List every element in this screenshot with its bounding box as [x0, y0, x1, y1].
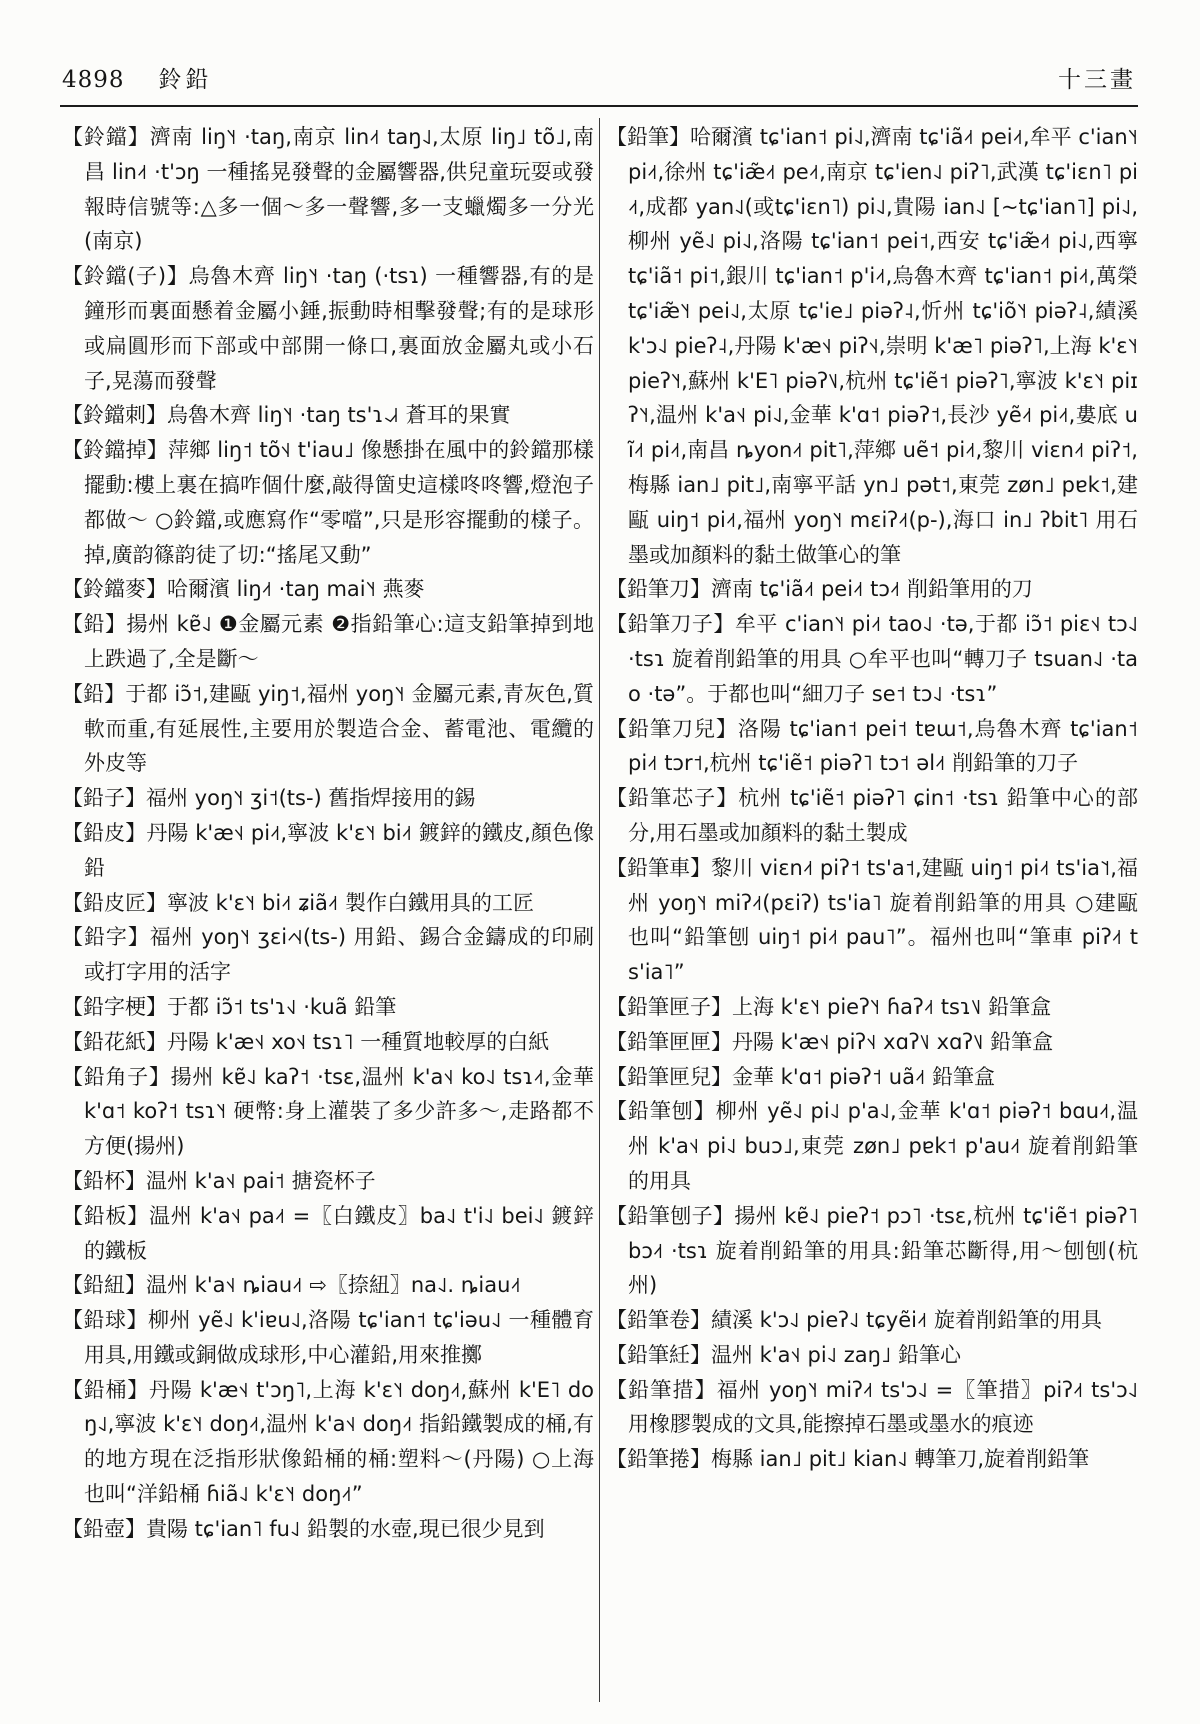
- entry-body: 績溪 k'ɔ˨˩ pieʔ˨˩ tɕyẽi˨˦ 旋着削鉛筆的用具: [711, 1308, 1103, 1333]
- entry-body: 柳州 yẽ˨˩ pi˨˩ p'a˨˩,金華 k'ɑ˦ piəʔ˦ bɑu˨˦,温州 k'a˦˨ pi˨˩ buɔ˩,東莞 zøn˩ pɐk˦ p'au˨˦ 旋着削鉛筆的用具: [628, 1099, 1138, 1193]
- entry-headword: 【鉛字梗】: [62, 994, 167, 1019]
- entry-body: 濟南 liŋ˥˧ ·taŋ,南京 lin˨˦ taŋ˨˩,太原 liŋ˩ tõ˩,南昌 lin˨˦ ·t'ɔŋ 一種搖晃發聲的金屬響器,供兒童玩耍或發報時信號等:△多一個～多一聲響,多一支蠟燭多一分光(南京): [84, 125, 594, 254]
- entry-headword: 【鉛筆】: [606, 125, 691, 149]
- entry-headword: 【鉛角子】: [62, 1064, 171, 1089]
- dictionary-entry: [62, 1060, 594, 1164]
- entry-body: 哈爾濱 liŋ˨˦ ·taŋ mai˥˧ 燕麥: [167, 577, 425, 602]
- entry-headword: 【鉛筆車】: [606, 855, 712, 880]
- entry-body: 福州 yoŋ˥˧ miʔ˨˦ ts'ɔ˨˩ =〖筆措〗piʔ˨˦ ts'ɔ˨˩ 用橡膠製成的文具,能擦掉石墨或墨水的痕迹: [628, 1377, 1138, 1437]
- entry-body: 杭州 tɕ'iẽ˦ piəʔ˥ ɕin˦ ·tsɿ 鉛筆中心的部分,用石墨或加顏料的黏土製成: [628, 786, 1139, 845]
- entry-headword: 【鉛】: [62, 681, 126, 706]
- entry-headword: 【鉛筆措】: [606, 1377, 717, 1402]
- dictionary-entry: [62, 1512, 594, 1547]
- entry-headword: 【鉛字】: [62, 925, 150, 950]
- entry-headword: 【鉛】: [62, 612, 127, 637]
- left-column: [62, 120, 594, 1547]
- entry-body: 于都 iɔ̃˦,建甌 yiŋ˦,福州 yoŋ˥˧ 金屬元素,青灰色,質軟而重,有延展性,主要用於製造合金、蓄電池、電纜的外皮等: [84, 681, 594, 776]
- entry-body: 丹陽 k'æ˦˨ piʔ˦˨ xɑʔ˥˩ xɑʔ˥˩ 鉛筆盒: [732, 1029, 1054, 1054]
- entry-body: 温州 k'a˦˨ pi˨˩ zaŋ˩ 鉛筆心: [711, 1342, 961, 1367]
- dictionary-entry: [606, 1338, 1138, 1373]
- entry-body: 烏魯木齊 liŋ˥˧ ·taŋ ts'ɿ˨˩˧ 蒼耳的果實: [167, 403, 511, 428]
- dictionary-entry: [62, 433, 594, 572]
- entry-headword: 【鉛筆刨】: [606, 1099, 716, 1124]
- entry-headword: 【鉛筆刀子】: [606, 612, 735, 637]
- dictionary-entry: [606, 712, 1138, 782]
- dictionary-entry: [606, 1025, 1138, 1060]
- entry-headword: 【鉛板】: [62, 1203, 150, 1228]
- dictionary-entry: [62, 677, 594, 781]
- entry-body: 寧波 k'ɛ˥˧ bi˨˦ ʑiã˨˦ 製作白鐵用具的工匠: [167, 890, 534, 915]
- entry-headword: 【鉛筆紝】: [606, 1342, 711, 1367]
- entry-headword: 【鉛筆刨子】: [606, 1203, 735, 1228]
- stroke-count-section: 十三畫: [1058, 67, 1136, 93]
- entry-body: 丹陽 k'æ˦˨ pi˨˦,寧波 k'ɛ˥˧ bi˨˦ 鍍鋅的鐵皮,顏色像鉛: [84, 820, 595, 880]
- entry-body: 洛陽 tɕ'ian˦ pei˦ tɐɯ˦,烏魯木齊 tɕ'ian˦ pi˨˦ tɔr˦,杭州 tɕ'iẽ˦ piəʔ˥ tɔ˦ əl˨˦ 削鉛筆的刀子: [628, 716, 1138, 776]
- dictionary-entry: [606, 1060, 1138, 1095]
- entry-body: 烏魯木齊 liŋ˥˧ ·taŋ (·tsɿ) 一種響器,有的是鐘形而裏面懸着金屬小錘,振動時相擊發聲;有的是球形或扁圓形而下部或中部開一條口,裏面放金屬丸或小石子,晃蕩而發聲: [84, 264, 595, 393]
- dictionary-entry: [606, 120, 1138, 572]
- entry-headword: 【鈴鐺】: [62, 125, 150, 149]
- dictionary-entry: [606, 572, 1138, 607]
- entry-headword: 【鉛子】: [62, 786, 146, 811]
- entry-headword: 【鉛桶】: [62, 1377, 149, 1402]
- dictionary-entry: [606, 1442, 1138, 1477]
- dictionary-entry: [606, 607, 1138, 711]
- dictionary-entry: [606, 851, 1138, 990]
- entry-headword: 【鈴鐺刺】: [62, 403, 167, 428]
- dictionary-entry: [62, 1199, 594, 1269]
- guide-words: 鈴鉛: [158, 67, 213, 93]
- entry-headword: 【鉛球】: [62, 1308, 148, 1333]
- entry-body: 温州 k'a˦˨ pai˦ 搪瓷杯子: [146, 1168, 376, 1193]
- entry-body: 温州 k'a˦˨ ȵiau˨˦ ⇨〖捺紐〗na˨˩. ȵiau˨˦: [146, 1273, 521, 1298]
- dictionary-entry: [62, 1373, 594, 1512]
- entry-body: 萍鄉 liŋ˦ tõ˦˨ t'iau˩ 像懸掛在風中的鈴鐺那樣擺動:樓上裏在搞咋個什麼,敲得箇史這樣咚咚響,燈泡子都做～ ○鈴鐺,或應寫作“零噹”,只是形容擺動的樣子。掉,廣韵篠韵徒了切:“搖尾又動”: [84, 438, 595, 567]
- entry-headword: 【鉛筆刀】: [606, 577, 711, 602]
- dictionary-entry: [62, 816, 594, 886]
- entry-headword: 【鉛壺】: [62, 1516, 146, 1541]
- page-header: [62, 66, 1136, 94]
- entry-headword: 【鉛筆匣兒】: [606, 1064, 732, 1089]
- entry-headword: 【鉛紐】: [62, 1273, 146, 1298]
- entry-body: 福州 yoŋ˥˧ ʒɛi˨˦˨(ts-) 用鉛、錫合金鑄成的印刷或打字用的活字: [84, 925, 595, 985]
- entry-headword: 【鉛筆卷】: [606, 1308, 711, 1333]
- entry-headword: 【鈴鐺掉】: [62, 438, 168, 463]
- dictionary-entry: [62, 886, 594, 921]
- entry-headword: 【鉛筆匣匣】: [606, 1029, 732, 1054]
- entry-body: 牟平 c'ian˥˧ pi˨˦ tao˨˩ ·tə,于都 iɔ̃˦ piɛ˦˨ tɔ˨˩ ·tsɿ 旋着削鉛筆的用具 ○牟平也叫“轉刀子 tsuan˨˩ ·tao ·tə”。于都也叫“細刀子 se˦ tɔ˨˩ ·tsɿ”: [628, 612, 1138, 706]
- dictionary-entry: [606, 781, 1138, 851]
- entry-body: 揚州 kɐ̃˨˩ kaʔ˦ ·tsɛ,温州 k'a˦˨ ko˨˩ tsɿ˨˦,金華 k'ɑ˦ koʔ˦ tsɿ˥˧ 硬幣:身上灌裝了多少許多～,走路都不方便(揚州): [84, 1064, 594, 1159]
- dictionary-entry: [606, 1199, 1138, 1303]
- entry-headword: 【鈴鐺(子)】: [62, 264, 189, 289]
- entry-headword: 【鉛杯】: [62, 1168, 146, 1193]
- dictionary-entry: [62, 920, 594, 990]
- column-divider: [599, 118, 600, 1702]
- entry-body: 温州 k'a˦˨ pa˨˦ =〖白鐵皮〗ba˨˩ t'i˨˩ bei˨˩ 鍍鋅的鐵板: [84, 1203, 594, 1263]
- entry-body: 柳州 yẽ˨˩ k'iɐu˨˩,洛陽 tɕ'ian˦ tɕ'iəu˨˩ 一種體育用具,用鐵或銅做成球形,中心灌鉛,用來推擲: [84, 1308, 595, 1367]
- header-rule: [60, 105, 1138, 107]
- page-number: 4898: [62, 67, 125, 93]
- dictionary-entry: [62, 398, 594, 433]
- entry-body: 貴陽 tɕ'ian˥ fu˨˩ 鉛製的水壺,現已很少見到: [146, 1516, 545, 1541]
- entry-headword: 【鉛筆捲】: [606, 1447, 711, 1472]
- entry-body: 丹陽 k'æ˦˨ t'ɔŋ˥,上海 k'ɛ˥˧ doŋ˨˦,蘇州 k'E˥ doŋ˨˩,寧波 k'ɛ˥˧ doŋ˨˦,温州 k'a˦˨ doŋ˨˦ 指鉛鐵製成的桶,有的地方現在泛指形狀像鉛桶的桶:塑料～(丹陽) ○上海也叫“洋鉛桶 ɦiã˨˩ k'ɛ˥˧ doŋ˨˦”: [84, 1377, 595, 1507]
- dictionary-entry: [62, 572, 594, 607]
- entry-headword: 【鈴鐺麥】: [62, 577, 167, 602]
- dictionary-entry: [606, 1094, 1138, 1198]
- entry-body: 金華 k'ɑ˦ piəʔ˦ uã˨˦ 鉛筆盒: [732, 1064, 996, 1089]
- entry-headword: 【鉛花紙】: [62, 1029, 167, 1054]
- dictionary-entry: [606, 1373, 1138, 1443]
- dictionary-entry: [62, 120, 594, 259]
- entry-body: 丹陽 k'æ˦˨ xo˦˨ tsɿ˥ 一種質地較厚的白紙: [167, 1029, 550, 1054]
- entry-body: 梅縣 ian˩ pit˩ kian˨˩ 轉筆刀,旋着削鉛筆: [711, 1447, 1090, 1472]
- entry-body: 濟南 tɕ'iã˨˦ pei˨˦ tɔ˨˦ 削鉛筆用的刀: [711, 577, 1033, 602]
- entry-body: 上海 k'ɛ˥˧ pieʔ˥˧ ɦaʔ˨˦ tsɿ˥˩ 鉛筆盒: [732, 994, 1052, 1019]
- entry-headword: 【鉛皮匠】: [62, 890, 167, 915]
- dictionary-entry: [606, 1303, 1138, 1338]
- dictionary-entry: [606, 990, 1138, 1025]
- entry-headword: 【鉛皮】: [62, 820, 147, 845]
- dictionary-entry: [62, 1268, 594, 1303]
- entry-headword: 【鉛筆芯子】: [606, 786, 739, 811]
- entry-body: 哈爾濱 tɕ'ian˦ pi˨˩,濟南 tɕ'iã˨˦ pei˨˦,牟平 c'ian˥˧ pi˨˦,徐州 tɕ'iæ̃˨˦ pe˨˦,南京 tɕ'ien˨˩ piʔ˥,武漢 tɕ'iɛn˥ pi˨˦,成都 yan˨˩(或tɕ'iɛn˥) pi˨˩,貴陽 ian˨˩ [~tɕ'ian˥] pi˨˩,柳州 yẽ˨˩ pi˨˩,洛陽 tɕ'ian˦ pei˦,西安 tɕ'iæ̃˨˦ pi˨˩,西寧 tɕ'iã˦ pi˦,銀川 tɕ'ian˦ p'i˨˦,烏魯木齊 tɕ'ian˦ pi˨˦,萬榮 tɕ'iæ̃˥˧ pei˨˩,太原 tɕ'ie˩ piəʔ˨,忻州 tɕ'iõ˥˧ piəʔ˨,績溪 k'ɔ˨˩ pieʔ˨,丹陽 k'æ˦˨ piʔ˦˨,崇明 k'æ˥ piəʔ˥,上海 k'ɛ˥˧ pieʔ˥˧,蘇州 k'E˥ piəʔ˥˩,杭州 tɕ'iẽ˦ piəʔ˥,寧波 k'ɛ˥˧ piɪʔ˥˧,温州 k'a˦˨ pi˨˩,金華 k'ɑ˦ piəʔ˦,長沙 yẽ˨˦ pi˨˦,婁底 uĩ˨˦ pi˨˦,南昌 ȵyon˨˦ pit˥,萍鄉 uẽ˦ pi˨˦,黎川 viɛn˨˦ piʔ˦,梅縣 ian˩ pit˩,南寧平話 yn˩ pət˦,東莞 zøn˩ pɐk˦,建甌 uiŋ˦ pi˨˦,福州 yoŋ˥˧ mɛiʔ˨˦(p-),海口 in˩ ʔbit˥ 用石墨或加顏料的黏土做筆心的筆: [628, 125, 1139, 567]
- dictionary-entry: [62, 607, 594, 677]
- right-column: [606, 120, 1138, 1477]
- dictionary-entry: [62, 259, 594, 398]
- entry-body: 黎川 viɛn˨˦ piʔ˦ ts'a˦,建甌 uiŋ˦ pi˨˦ ts'ia˥˦,福州 yoŋ˥˧ miʔ˨˦(pɛiʔ) ts'ia˥ 旋着削鉛筆的用具 ○建甌也叫“鉛筆刨 uiŋ˦ pi˨˦ pau˥”。福州也叫“筆車 piʔ˨˦ ts'ia˥”: [628, 855, 1138, 985]
- entry-body: 揚州 kɐ̃˨˩ ❶金屬元素 ❷指鉛筆心:這支鉛筆掉到地上跌過了,全是斷～: [84, 612, 595, 671]
- dictionary-entry: [62, 1164, 594, 1199]
- dictionary-entry: [62, 990, 594, 1025]
- entry-body: 揚州 kɐ̃˨˩ pieʔ˦ pɔ˥ ·tsɛ,杭州 tɕ'iẽ˦ piəʔ˥ bɔ˨˦ ·tsɿ 旋着削鉛筆的用具:鉛筆芯斷得,用～刨刨(杭州): [628, 1203, 1139, 1298]
- dictionary-entry: [62, 1025, 594, 1060]
- entry-headword: 【鉛筆刀兒】: [606, 716, 738, 741]
- dictionary-entry: [62, 781, 594, 816]
- entry-headword: 【鉛筆匣子】: [606, 994, 732, 1019]
- entry-body: 于都 iɔ̃˦ ts'ɿ˧˩ ·kuã 鉛筆: [167, 994, 397, 1019]
- entry-body: 福州 yoŋ˥˧ ʒi˦(ts-) 舊指焊接用的錫: [146, 786, 476, 811]
- dictionary-entry: [62, 1303, 594, 1373]
